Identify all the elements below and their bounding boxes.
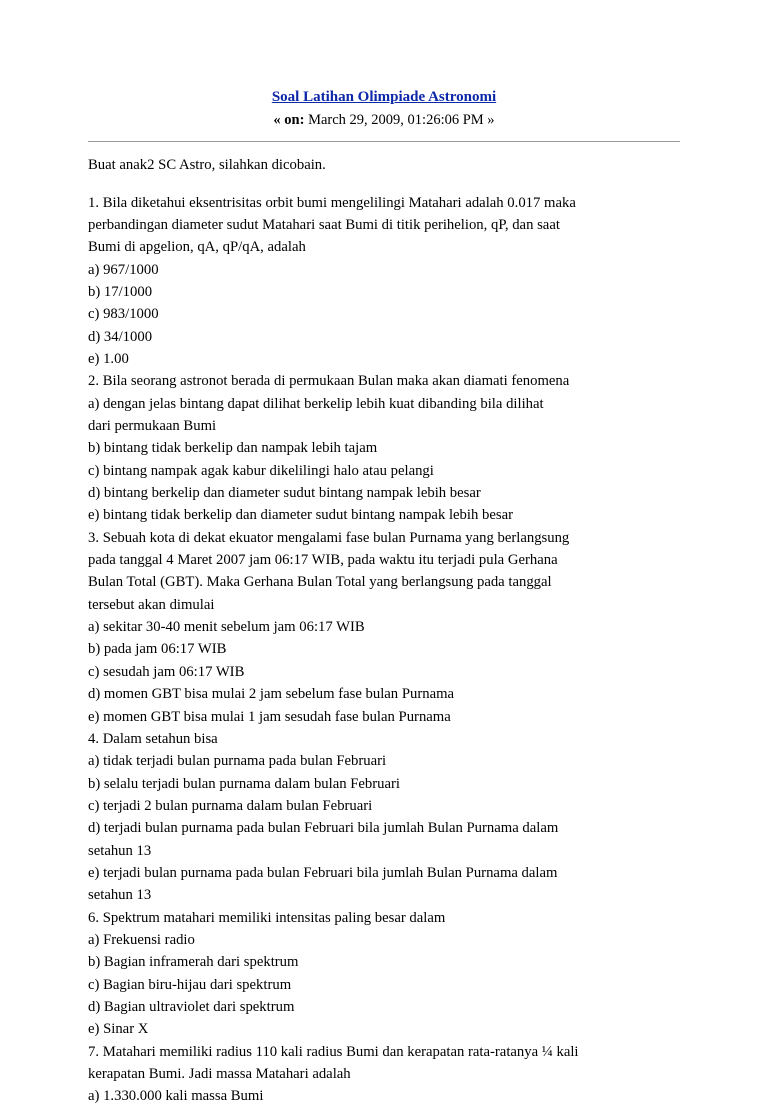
question-line: c) Bagian biru-hijau dari spektrum	[88, 976, 292, 993]
post-header	[88, 88, 680, 131]
question-line: 1. Bila diketahui eksentrisitas orbit bumi mengelilingi Matahari adalah 0.017 maka	[88, 194, 576, 211]
question-line: d) Bagian ultraviolet dari spektrum	[88, 998, 295, 1015]
question-line: c) sesudah jam 06:17 WIB	[88, 663, 245, 680]
question-line: a) 967/1000	[88, 261, 159, 278]
post-meta-date: March 29, 2009, 01:26:06 PM »	[308, 111, 495, 128]
question-line: a) tidak terjadi bulan purnama pada bulan Februari	[88, 753, 387, 770]
question-line: d) bintang berkelip dan diameter sudut bintang nampak lebih besar	[88, 485, 481, 502]
question-line: 7. Matahari memiliki radius 110 kali radius Bumi dan kerapatan rata-ratanya ¼ kali	[88, 1043, 579, 1060]
question-line: setahun 13	[88, 842, 152, 859]
question-line: pada tanggal 4 Maret 2007 jam 06:17 WIB, pada waktu itu terjadi pula Gerhana	[88, 552, 558, 569]
question-line: perbandingan diameter sudut Matahari saat Bumi di titik perihelion, qP, dan saat	[88, 216, 560, 233]
question-line: e) terjadi bulan purnama pada bulan Februari bila jumlah Bulan Purnama dalam	[88, 864, 558, 881]
post-title-link[interactable]: Soal Latihan Olimpiade Astronomi	[271, 89, 497, 105]
question-line: d) 34/1000	[88, 328, 153, 345]
question-line: b) pada jam 06:17 WIB	[88, 641, 227, 658]
question-line: tersebut akan dimulai	[88, 596, 215, 613]
question-line: c) bintang nampak agak kabur dikelilingi halo atau pelangi	[88, 462, 434, 479]
intro-paragraph: Buat anak2 SC Astro, silahkan dicobain.	[88, 157, 326, 174]
question-line: 2. Bila seorang astronot berada di permukaan Bulan maka akan diamati fenomena	[88, 373, 570, 390]
question-line: 3. Sebuah kota di dekat ekuator mengalami fase bulan Purnama yang berlangsung	[88, 529, 570, 546]
question-line: 6. Spektrum matahari memiliki intensitas paling besar dalam	[88, 909, 446, 926]
question-line: b) bintang tidak berkelip dan nampak lebih tajam	[88, 440, 378, 457]
paragraph-spacer	[88, 177, 680, 192]
question-line: d) terjadi bulan purnama pada bulan Februari bila jumlah Bulan Purnama dalam	[88, 820, 559, 837]
question-line: b) 17/1000	[88, 283, 153, 300]
question-line: a) Frekuensi radio	[88, 931, 195, 948]
question-line: e) Sinar X	[88, 1021, 149, 1038]
question-line: d) momen GBT bisa mulai 2 jam sebelum fase bulan Purnama	[88, 686, 455, 703]
question-list	[88, 192, 680, 1108]
header-divider	[88, 141, 680, 142]
question-line: setahun 13	[88, 887, 152, 904]
question-line: b) Bagian inframerah dari spektrum	[88, 954, 299, 971]
question-line: 4. Dalam setahun bisa	[88, 730, 218, 747]
question-line: a) dengan jelas bintang dapat dilihat berkelip lebih kuat dibanding bila dilihat	[88, 395, 544, 412]
question-line: b) selalu terjadi bulan purnama dalam bulan Februari	[88, 775, 401, 792]
post-body	[88, 154, 680, 1107]
post-meta	[88, 110, 680, 132]
question-line: Bulan Total (GBT). Maka Gerhana Bulan Total yang berlangsung pada tanggal	[88, 574, 552, 591]
question-line: e) momen GBT bisa mulai 1 jam sesudah fase bulan Purnama	[88, 708, 451, 725]
question-line: e) 1.00	[88, 351, 129, 367]
question-line: c) 983/1000	[88, 306, 159, 323]
question-line: Bumi di apgelion, qA, qP/qA, adalah	[88, 239, 306, 256]
question-line: c) terjadi 2 bulan purnama dalam bulan Februari	[88, 797, 373, 814]
question-line: dari permukaan Bumi	[88, 418, 217, 435]
question-line: a) sekitar 30-40 menit sebelum jam 06:17 WIB	[88, 619, 365, 636]
post-meta-prefix: « on:	[273, 111, 305, 128]
question-line: a) 1.330.000 kali massa Bumi	[88, 1088, 264, 1105]
question-line: kerapatan Bumi. Jadi massa Matahari adalah	[88, 1066, 351, 1082]
question-line: e) bintang tidak berkelip dan diameter sudut bintang nampak lebih besar	[88, 507, 513, 524]
